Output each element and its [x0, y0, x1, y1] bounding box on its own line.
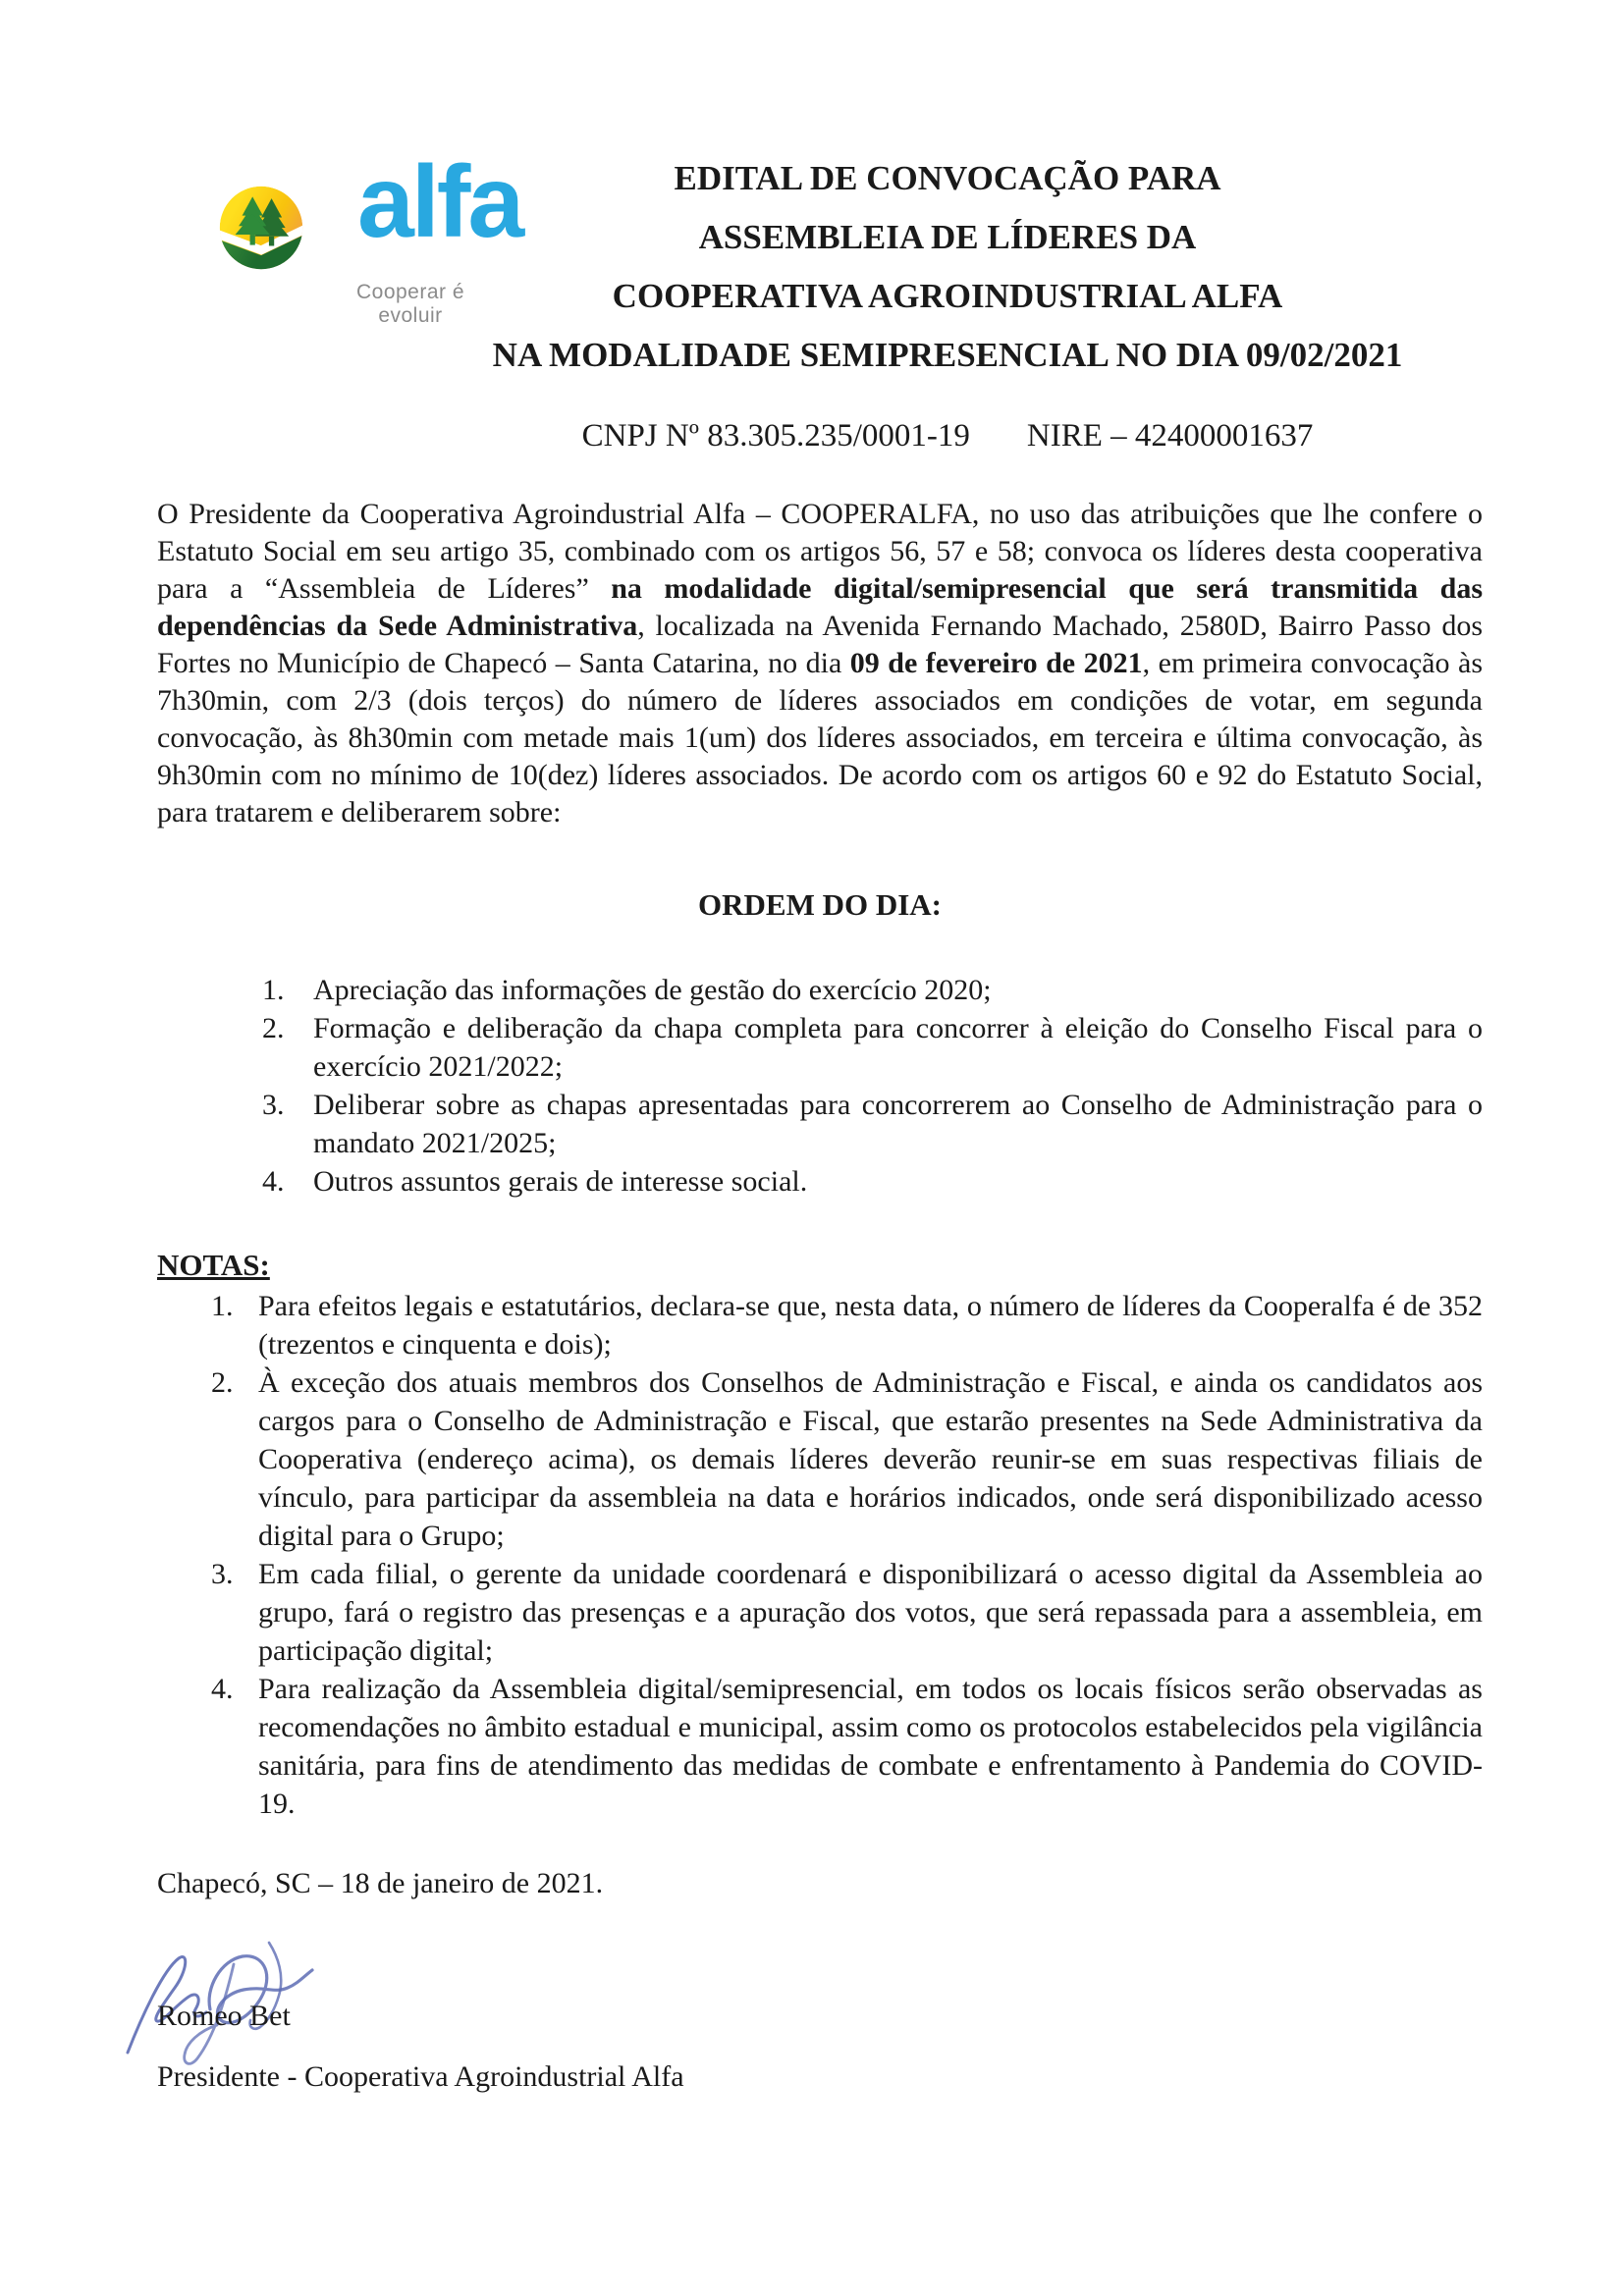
- notes-heading: NOTAS:: [157, 1248, 270, 1282]
- item-number: 4.: [262, 1165, 285, 1198]
- signature-block: [157, 1903, 1483, 2093]
- convocation-paragraph: [157, 496, 1483, 831]
- signer-name: Romeo Bet: [157, 2000, 291, 2032]
- item-number: 2.: [262, 1012, 285, 1044]
- title-line-4: NA MODALIDADE SEMIPRESENCIAL NO DIA 09/02/2021: [492, 336, 1403, 374]
- paragraph-segment: O Presidente da Cooperativa Agroindustrial Alfa – COOPERALFA, no uso das atribuições que lhe confere o Estatuto Social em seu artigo 35, combinado com os artigos 56, 57 e 58; convoca os líderes desta cooperativa para a “Assembleia de Líderes”: [157, 498, 1483, 605]
- alfa-logo-tagline: Cooperar é evoluir: [355, 281, 465, 327]
- item-number: 3.: [262, 1089, 285, 1121]
- document-content: [157, 0, 1484, 2093]
- paragraph-segment-bold: 09 de fevereiro de 2021: [849, 647, 1143, 679]
- item-text: Em cada filial, o gerente da unidade coordenará e disponibilizará o acesso digital da Assembleia ao grupo, fará o registro das presenças e a apuração dos votos, que será repassada para a assembleia, em participação digital;: [258, 1558, 1483, 1667]
- item-text: Deliberar sobre as chapas apresentadas para concorrerem ao Conselho de Administração para o mandato 2021/2025;: [313, 1089, 1483, 1159]
- document-header: [157, 0, 1483, 496]
- note-item: [211, 1287, 1483, 1363]
- agenda-list: [157, 971, 1483, 1201]
- title-line-1: EDITAL DE CONVOCAÇÃO PARA: [674, 159, 1221, 197]
- note-item: [211, 1363, 1483, 1555]
- item-number: 2.: [211, 1366, 234, 1399]
- note-item: [211, 1555, 1483, 1670]
- paragraph-segment-bold: na modalidade digital/semipresencial que será transmitida das dependências da Sede Administrativa: [157, 572, 1484, 642]
- agenda-section: [157, 884, 1483, 1201]
- dateline: Chapecó, SC – 18 de janeiro de 2021.: [157, 1867, 604, 1899]
- item-number: 1.: [211, 1290, 234, 1322]
- signer-role: Presidente - Cooperativa Agroindustrial Alfa: [157, 2060, 684, 2093]
- paragraph-segment: , em primeira convocação às 7h30min, com 2/3 (dois terços) do número de líderes associados em condições de votar, em segunda convocação, às 8h30min com metade mais 1(um) dos líderes associados, em terceira e última convocação, às 9h30min com no mínimo de 10(dez) líderes associados. De acordo com os artigos 60 e 92 do Estatuto Social, para tratarem e deliberarem sobre:: [157, 647, 1483, 828]
- document-title: [412, 149, 1483, 385]
- nire-number: NIRE – 42400001637: [1026, 418, 1314, 454]
- item-text: Formação e deliberação da chapa completa para concorrer à eleição do Conselho Fiscal para o exercício 2021/2022;: [313, 1012, 1483, 1083]
- paragraph-segment: , localizada na Avenida Fernando Machado, 2580D, Bairro Passo dos Fortes no Município de Chapecó – Santa Catarina, no dia: [157, 610, 1484, 679]
- cnpj-number: CNPJ Nº 83.305.235/0001-19: [581, 418, 970, 454]
- item-text: Para realização da Assembleia digital/semipresencial, em todos os locais físicos serão observadas as recomendações no âmbito estadual e municipal, assim como os protocolos estabelecidos pela vigilância sanitária, para fins de atendimento das medidas de combate e enfrentamento à Pandemia do COVID-19.: [258, 1673, 1483, 1820]
- title-line-2: ASSEMBLEIA DE LÍDERES DA: [698, 218, 1197, 256]
- agenda-item: [262, 1009, 1483, 1086]
- item-text: Para efeitos legais e estatutários, declara-se que, nesta data, o número de líderes da Cooperalfa é de 352 (trezentos e cinquenta e dois);: [258, 1290, 1483, 1361]
- alfa-logo-icon: [218, 185, 304, 271]
- notes-section: [157, 1246, 1483, 1823]
- title-line-3: COOPERATIVA AGROINDUSTRIAL ALFA: [612, 277, 1283, 315]
- item-text: À exceção dos atuais membros dos Conselhos de Administração e Fiscal, e ainda os candidatos aos cargos para o Conselho de Administração e Fiscal, que estarão presentes na Sede Administrativa da Cooperativa (endereço acima), os demais líderes deverão reunir-se em suas respectivas filiais de vínculo, para participar da assembleia na data e horários indicados, onde será disponibilizado acesso digital para o Grupo;: [258, 1366, 1483, 1552]
- note-item: [211, 1670, 1483, 1823]
- item-text: Outros assuntos gerais de interesse social.: [313, 1165, 808, 1198]
- item-number: 1.: [262, 974, 285, 1006]
- alfa-logo-wordmark: alfa: [357, 145, 522, 259]
- item-text: Apreciação das informações de gestão do exercício 2020;: [313, 974, 992, 1006]
- agenda-item: [262, 1162, 1483, 1201]
- registry-line: [412, 416, 1483, 455]
- agenda-item: [262, 1086, 1483, 1162]
- agenda-item: [262, 971, 1483, 1009]
- notes-list: [157, 1287, 1483, 1823]
- item-number: 4.: [211, 1673, 234, 1705]
- agenda-heading: ORDEM DO DIA:: [698, 887, 942, 922]
- item-number: 3.: [211, 1558, 234, 1590]
